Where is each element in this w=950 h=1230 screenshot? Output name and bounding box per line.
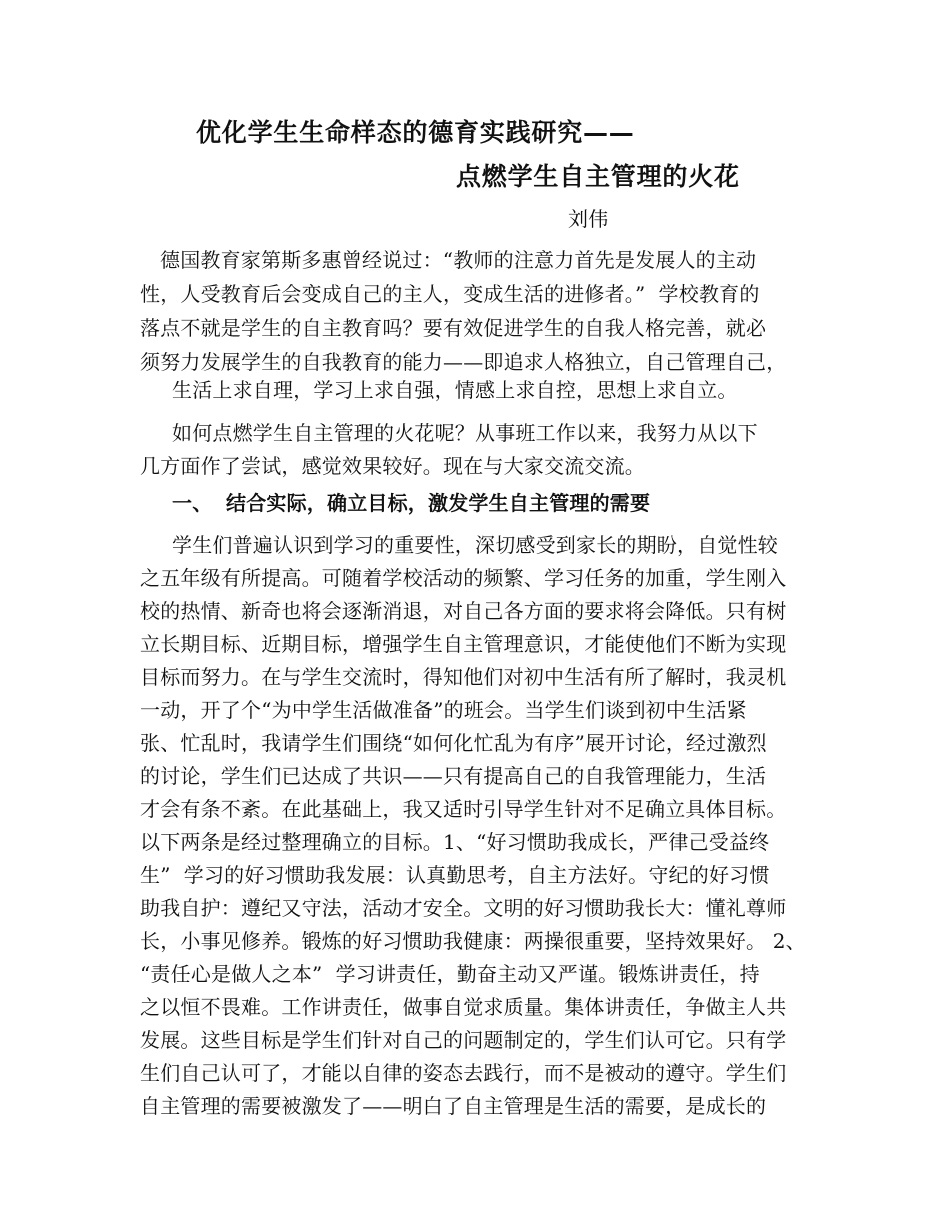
paragraph-3-line-17: 生们自己认可了，才能以自律的姿态去践行，而不是被动的遵守。学生们: [140, 1061, 787, 1085]
paragraph-3-line-16: 发展。这些目标是学生们针对自己的问题制定的，学生们认可它。只有学: [140, 1028, 787, 1052]
paragraph-1-line-5: 生活上求自理，学习上求自强，情感上求自控，思想上求自立。: [172, 378, 738, 402]
paragraph-3-line-13: 长，小事见修养。锻炼的好习惯助我健康：两操很重要，坚持效果好。 2、: [140, 929, 806, 953]
paragraph-3-line-18: 自主管理的需要被激发了——明白了自主管理是生活的需要，是成长的: [140, 1094, 767, 1118]
section-1-heading: 结合实际，确立目标，激发学生自主管理的需要: [226, 491, 651, 515]
paragraph-3-line-11: 生” 学习的好习惯助我发展：认真勤思考，自主方法好。守纪的好习惯: [140, 863, 770, 887]
paragraph-3-line-10: 以下两条是经过整理确立的目标。1、“好习惯助我成长，严律己受益终: [140, 830, 770, 854]
author-name: 刘伟: [568, 207, 609, 231]
paragraph-2-line-2: 几方面作了尝试，感觉效果较好。现在与大家交流交流。: [140, 454, 645, 478]
paragraph-3-line-2: 之五年级有所提高。可随着学校活动的频繁、学习任务的加重，学生刚入: [140, 566, 787, 590]
paragraph-1-line-3: 落点不就是学生的自主教育吗？要有效促进学生的自我人格完善，就必: [140, 316, 767, 340]
title-line-2: 点燃学生自主管理的火花: [456, 162, 740, 191]
paragraph-3-line-8: 的讨论，学生们已达成了共识——只有提高自己的自我管理能力，生活: [140, 764, 767, 788]
paragraph-3-line-12: 助我自护：遵纪又守法，活动才安全。文明的好习惯助我长大：懂礼尊师: [140, 896, 787, 920]
paragraph-1-line-4: 须努力发展学生的自我教育的能力——即追求人格独立，自己管理自己，: [140, 350, 787, 374]
paragraph-3-line-9: 才会有条不紊。在此基础上，我又适时引导学生针对不足确立具体目标。: [140, 797, 787, 821]
paragraph-3-line-1: 学生们普遍认识到学习的重要性，深切感受到家长的期盼，自觉性较: [172, 533, 778, 557]
title-line-1: 优化学生生命样态的德育实践研究——: [196, 118, 635, 147]
paragraph-3-line-6: 一动，开了个“为中学生活做准备”的班会。当学生们谈到初中生活紧: [140, 698, 747, 722]
paragraph-3-line-4: 立长期目标、近期目标，增强学生自主管理意识，才能使他们不断为实现: [140, 632, 787, 656]
paragraph-3-line-14: “责任心是做人之本” 学习讲责任，勤奋主动又严谨。锻炼讲责任，持: [140, 962, 760, 986]
paragraph-3-line-7: 张、忙乱时，我请学生们围绕“如何化忙乱为有序”展开讨论，经过激烈: [140, 731, 767, 755]
paragraph-3-line-3: 校的热情、新奇也将会逐渐消退，对自己各方面的要求将会降低。只有树: [140, 599, 787, 623]
section-1-number: 一、: [172, 491, 213, 515]
paragraph-1-line-2: 性，人受教育后会变成自己的主人，变成生活的进修者。” 学校教育的: [140, 282, 760, 306]
paragraph-3-line-15: 之以恒不畏难。工作讲责任，做事自觉求质量。集体讲责任，争做主人共: [140, 995, 787, 1019]
paragraph-2-line-1: 如何点燃学生自主管理的火花呢？从事班工作以来，我努力从以下: [172, 421, 758, 445]
paragraph-3-line-5: 目标而努力。在与学生交流时，得知他们对初中生活有所了解时，我灵机: [140, 665, 787, 689]
paragraph-1-line-1: 德国教育家第斯多惠曾经说过：“教师的注意力首先是发展人的主动: [160, 248, 757, 272]
